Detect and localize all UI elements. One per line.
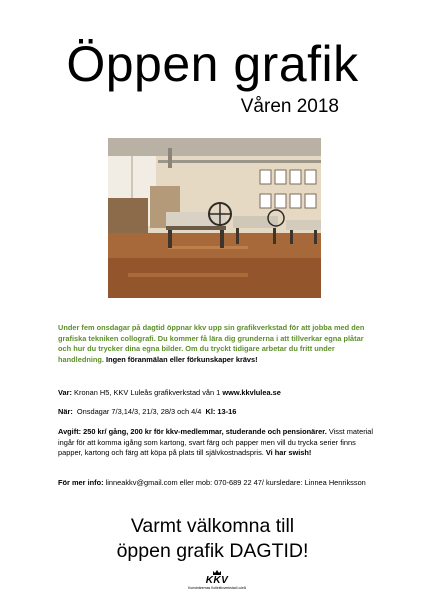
- fee-bold: Avgift: 250 kr/ gång, 200 kr för kkv-medlemmar, studerande och pensionärer.: [58, 427, 327, 436]
- logo-org-name: Konstnärernas Kollektivverkstad Luleå: [188, 586, 246, 590]
- poster-title: Öppen grafik: [66, 36, 359, 92]
- intro-paragraph: [58, 323, 378, 365]
- more-info-label: För mer info:: [58, 478, 104, 487]
- dates-label: När:: [58, 407, 73, 416]
- more-info-text: linneakkv@gmail.com eller mob: 070-689 22 47/ kursledare: Linnea Henriksson: [105, 478, 366, 487]
- website-link[interactable]: www.kkvlulea.se: [222, 388, 281, 397]
- logo-mark: KKV: [205, 575, 229, 586]
- location-text: Kronan H5, KKV Luleås grafikverkstad vån 1: [74, 388, 221, 397]
- intro-black-text: Ingen föranmälan eller förkunskaper krävs!: [106, 354, 258, 364]
- dates-text: Onsdagar 7/3,14/3, 21/3, 28/3 och 4/4: [76, 407, 202, 416]
- location-label: Var:: [58, 388, 72, 397]
- swish-text: Vi har swish!: [265, 448, 312, 458]
- more-info-line: [58, 478, 378, 489]
- location-line: [58, 388, 378, 399]
- time-text: Kl: 13-16: [205, 407, 237, 416]
- intro-green-text: Under fem onsdagar på dagtid öppnar kkv upp sin grafikverkstad för att jobba med den grafiska tekniken collografi. Du kommer få lära dig grunderna i att tillverkar egna plåtar och hur du trycker dina egna bilder. Om du tryckt tidigare arbetar du fritt under handledning.: [58, 323, 365, 364]
- closing-line-1: Varmt välkomna till: [130, 515, 295, 537]
- kkv-logo: [188, 569, 246, 590]
- closing-message: [0, 514, 425, 564]
- poster-subtitle: Våren 2018: [240, 96, 339, 117]
- fee-paragraph: [58, 427, 378, 459]
- closing-line-2: öppen grafik DAGTID!: [116, 540, 309, 562]
- fee-text: Visst material ingår för att komma igång som kartong, svart färg och papper men vill du trycka serier finns papper, kartong och färg att köpa på plats till självkostnadspris.: [58, 427, 374, 458]
- workshop-photo: [108, 138, 321, 298]
- dates-line: [58, 407, 378, 418]
